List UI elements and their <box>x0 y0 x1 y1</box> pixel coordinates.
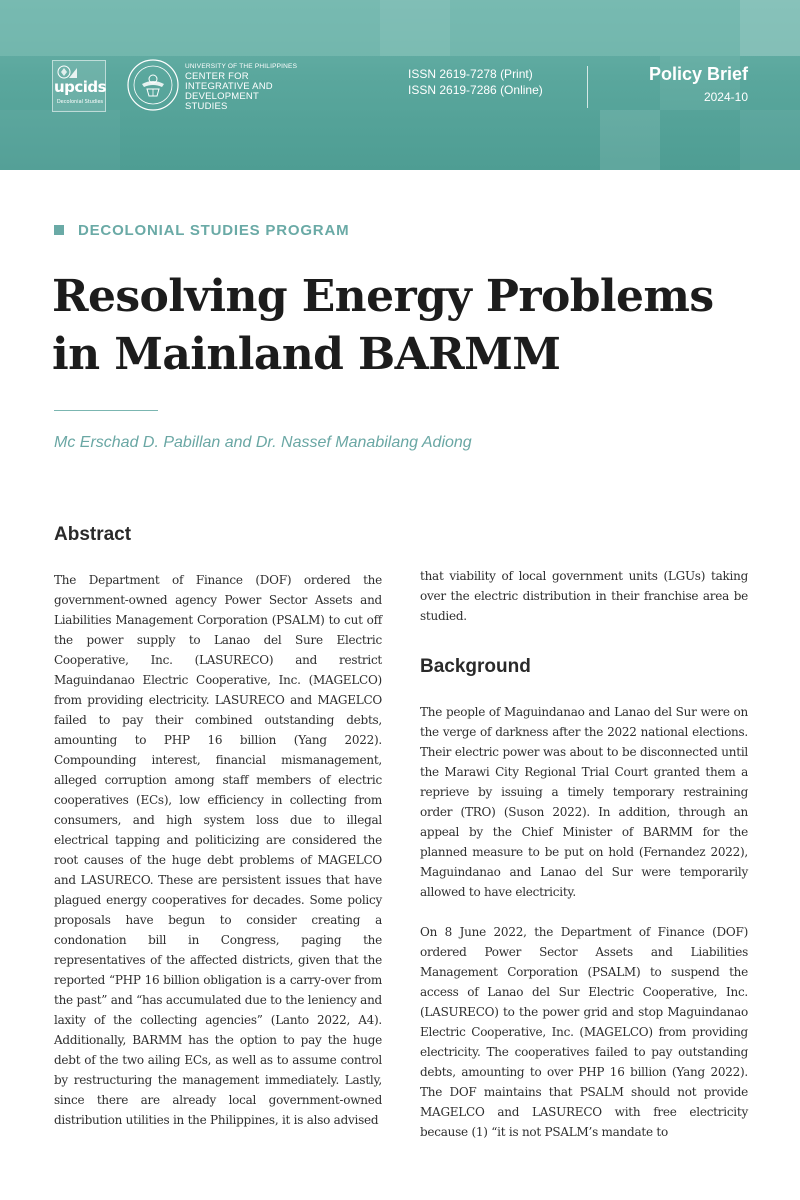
org-line-university: UNIVERSITY OF THE PHILIPPINES <box>185 63 298 70</box>
program-label <box>54 222 349 239</box>
program-label-text: DECOLONIAL STUDIES PROGRAM <box>78 222 350 239</box>
banner-tile <box>600 110 660 170</box>
doc-code-label: 2024-10 <box>703 90 748 104</box>
header-divider <box>587 66 588 108</box>
issn-print: ISSN 2619-7278 (Print) <box>408 67 533 81</box>
abstract-continued-paragraph: that viability of local government units (LGUs) taking over the electric distribution in their franchise area be studied. <box>420 569 748 623</box>
column-right <box>420 566 748 1142</box>
banner-tile <box>380 0 450 56</box>
background-paragraph-1: The people of Maguindanao and Lanao del Sur were on the verge of darkness after the 2022 national elections. Their electric power was about to be disconnected until the Marawi City Regional Trial Court granted them a reprieve by issuing a timely temporary restraining order (TRO) (Suson 2022). In addition, through an appeal by the Chief Minister of BARMM for the planned measure to be put on hold (Fernandez 2022), Maguindanao and Lanao del Sur were temporarily allowed to have electricity. <box>420 705 748 899</box>
background-heading: Background <box>420 656 531 677</box>
abstract-heading: Abstract <box>54 524 132 545</box>
square-bullet-icon <box>54 225 64 235</box>
upcids-logo-subtext: Decolonial Studies <box>56 99 104 105</box>
org-line-development: DEVELOPMENT <box>185 91 259 102</box>
banner-tile <box>0 110 120 170</box>
org-line-integrative: INTEGRATIVE AND <box>185 81 273 92</box>
banner-tile <box>740 110 800 170</box>
title-divider <box>54 410 158 411</box>
header-banner <box>0 0 800 170</box>
org-name <box>185 62 385 112</box>
doc-type-label: Policy Brief <box>648 64 748 84</box>
abstract-paragraph: The Department of Finance (DOF) ordered the government-owned agency Power Sector Assets and Liabilities Management Corporation (PSALM) to cut off the power supply to Lanao del Sure Electric Cooperative, Inc. (LASURECO) and restrict Maguindanao Electric Cooperative, Inc. (MAGELCO) from providing electricity. LASURECO and MAGELCO failed to pay their combined outstanding debts, amounting to PHP 16 billion (Yang 2022). Compounding interest, financial mismanagement, alleged corruption among staff members of electric cooperatives (ECs), low efficiency in collecting from consumers, and high system loss due to illegal electrical tapping and politicizing are considered the root causes of the huge debt problems of MAGELCO and LASURECO. These are persistent issues that have plagued energy cooperatives for decades. Some policy proposals have begun to consider creating a condonation bill in Congress, paging the representatives of the affected districts, given that the reported “PHP 16 billion obligation is a carry-over from the past” and “has accumulated due to the leniency and laxity of the collecting agencies” (Lanto 2022, A4). Additionally, BARMM has the option to pay the huge debt of the two ailing ECs, as well as to assume control by restructuring the management immediately. Lastly, since there are already local government-owned distribution utilities in the Philippines, it is also advised <box>54 573 382 1127</box>
issn-block <box>408 66 578 98</box>
title-line-1: Resolving Energy Problems <box>52 271 714 322</box>
page-title <box>52 268 752 384</box>
upcids-logo[interactable] <box>52 60 106 112</box>
issn-online: ISSN 2619-7286 (Online) <box>408 83 543 97</box>
upcids-logo-text: upcids <box>53 78 107 96</box>
org-line-studies: STUDIES <box>185 101 228 112</box>
authors: Mc Erschad D. Pabillan and Dr. Nassef Manabilang Adiong <box>54 434 472 451</box>
background-paragraph-2: On 8 June 2022, the Department of Finance (DOF) ordered Power Sector Assets and Liabilities Management Corporation (PSALM) to suspend the access of Lanao del Sur Electric Cooperative, Inc. (LASURECO) to the power grid and stop Maguindanao Electric Cooperative, Inc. (MAGELCO) from providing electricity. The cooperatives failed to pay outstanding debts, amounting to over PHP 16 billion (Yang 2022). The DOF maintains that PSALM should not provide MAGELCO and LASURECO with free electricity because (1) “it is not PSALM’s mandate to <box>420 925 748 1139</box>
up-seal-icon <box>126 58 180 112</box>
title-line-2: in Mainland BARMM <box>52 329 561 380</box>
org-line-center: CENTER FOR <box>185 71 249 82</box>
column-left <box>54 524 382 1130</box>
banner-tile <box>740 0 800 56</box>
